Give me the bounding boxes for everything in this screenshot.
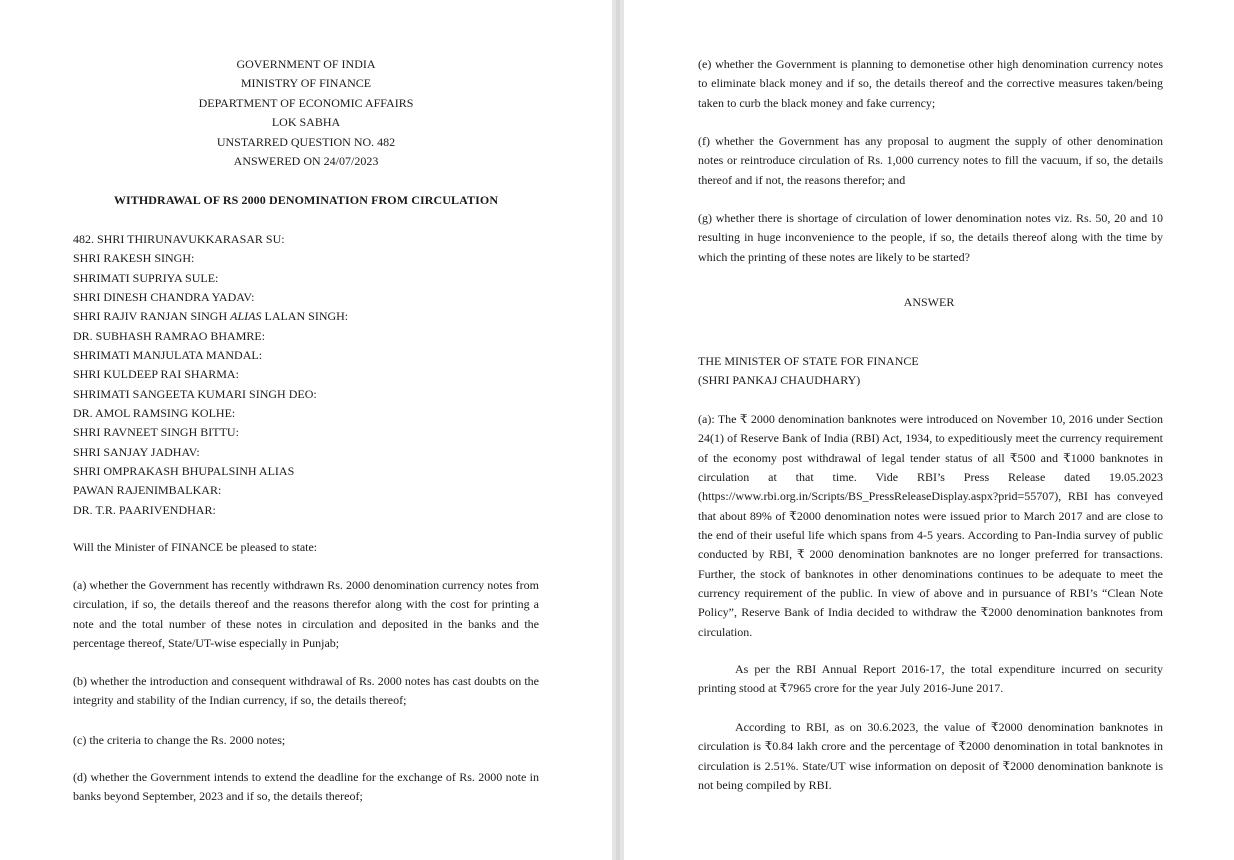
member-name: SHRIMATI SUPRIYA SULE: — [73, 270, 219, 285]
member-name: DR. SUBHASH RAMRAO BHAMRE: — [73, 328, 266, 343]
member-name: SHRI RAKESH SINGH: — [73, 251, 195, 266]
document-page-right — [624, 0, 1234, 860]
document-title: WITHDRAWAL OF RS 2000 DENOMINATION FROM CIRCULATION — [113, 193, 499, 207]
answer-expenditure: As per the RBI Annual Report 2016-17, the total expenditure incurred on security printing stood at ₹7965 crore for the year July 2016-June 2017. — [698, 662, 1163, 696]
member-name: DR. T.R. PAARIVENDHAR: — [73, 502, 216, 517]
answer-heading: ANSWER — [903, 295, 955, 309]
question-e: (e) whether the Government is planning to demonetise other high denomination currency notes to eliminate black money and if so, the details thereof and the corrective measures taken/being taken to curb the black money and fake currency; — [698, 57, 1163, 110]
question-c: (c) the criteria to change the Rs. 2000 notes; — [73, 733, 286, 747]
document-header — [0, 55, 612, 171]
member-name: SHRIMATI SANGEETA KUMARI SINGH DEO: — [73, 386, 317, 401]
header-ministry: MINISTRY OF FINANCE — [240, 76, 372, 91]
member-name-part: SHRI RAJIV RANJAN SINGH — [73, 309, 228, 324]
header-government: GOVERNMENT OF INDIA — [236, 57, 376, 71]
question-g: (g) whether there is shortage of circulation of lower denomination notes viz. Rs. 50, 20 and 10 resulting in huge inconvenience to the people, if so, the details thereof along with the time by which the printing of these notes are likely to be started? — [698, 211, 1163, 264]
question-f: (f) whether the Government has any proposal to augment the supply of other denomination notes or reintroduce circulation of Rs. 1,000 currency notes to fill the vacuum, if so, the details thereof and if not, the reasons therefor; and — [698, 134, 1163, 187]
member-name: SHRI OMPRAKASH BHUPALSINH ALIAS — [73, 464, 295, 479]
header-department: DEPARTMENT OF ECONOMIC AFFAIRS — [198, 95, 414, 110]
minister-block — [698, 352, 1163, 391]
answer-circulation: According to RBI, as on 30.6.2023, the value of ₹2000 denomination banknotes in circulation is ₹0.84 lakh crore and the percentage of ₹2000 denomination in total banknotes in circulation is 2.51%. State/UT wise information on deposit of ₹2000 denomination banknote is not being compiled by RBI. — [698, 720, 1163, 793]
answer-a: (a): The ₹ 2000 denomination banknotes were introduced on November 10, 2016 under Section 24(1) of Reserve Bank of India (RBI) Act, 1934, to expeditiously meet the currency requirement of the economy post withdrawal of legal tender status of all ₹500 and ₹1000 banknotes in circulation at that time. Vide RBI’s Press Release dated 19.05.2023 (https://www.rbi.org.in/Scripts/BS_PressReleaseDisplay.aspx?prid=55707), RBI has conveyed that about 89% of ₹2000 denomination notes were issued prior to March 2017 and are close to the end of their useful life which spans from 4-5 years. According to Pan-India survey of public conducted by RBI, ₹ 2000 denomination banknotes are no longer preferred for transactions. Further, the stock of banknotes in other denominations continues to be adequate to meet the currency requirement of the public. In view of above and in pursuance of RBI’s “Clean Note Policy”, Reserve Bank of India decided to withdraw the ₹2000 denomination banknotes from circulation. — [698, 412, 1163, 639]
member-name: SHRI KULDEEP RAI SHARMA: — [73, 367, 239, 382]
member-name: SHRIMATI MANJULATA MANDAL: — [73, 348, 263, 363]
member-name: PAWAN RAJENIMBALKAR: — [73, 483, 222, 498]
member-name: SHRI DINESH CHANDRA YADAV: — [73, 290, 255, 305]
question-a: (a) whether the Government has recently withdrawn Rs. 2000 denomination currency notes from circulation, if so, the details thereof and the reasons therefor along with the cost for printing a note and the total number of these notes in circulation and deposited in the banks and the percentage thereof, State/UT-wise especially in Punjab; — [73, 578, 539, 651]
member-name: DR. AMOL RAMSING KOLHE: — [73, 406, 236, 421]
question-d: (d) whether the Government intends to extend the deadline for the exchange of Rs. 2000 note in banks beyond September, 2023 and if so, the details thereof; — [73, 770, 539, 804]
question-b: (b) whether the introduction and consequent withdrawal of Rs. 2000 notes has cast doubts on the integrity and stability of the Indian currency, if so, the details thereof; — [73, 674, 539, 708]
header-question-number: UNSTARRED QUESTION NO. 482 — [216, 134, 396, 149]
member-name-alias: ALIAS — [230, 309, 262, 324]
minister-title: THE MINISTER OF STATE FOR FINANCE — [698, 354, 919, 368]
member-name — [73, 307, 348, 326]
page-gutter — [612, 0, 624, 860]
question-intro: Will the Minister of FINANCE be pleased to state: — [73, 540, 318, 554]
member-name: SHRI SANJAY JADHAV: — [73, 444, 200, 459]
member-name: 482. SHRI THIRUNAVUKKARASAR SU: — [73, 232, 285, 246]
document-page-left — [0, 0, 612, 860]
member-name-part: LALAN SINGH: — [264, 309, 349, 324]
member-name: SHRI RAVNEET SINGH BITTU: — [73, 425, 239, 440]
member-list — [73, 230, 348, 520]
minister-name: (SHRI PANKAJ CHAUDHARY) — [698, 373, 861, 388]
header-house: LOK SABHA — [271, 115, 341, 130]
header-answer-date: ANSWERED ON 24/07/2023 — [233, 154, 379, 169]
